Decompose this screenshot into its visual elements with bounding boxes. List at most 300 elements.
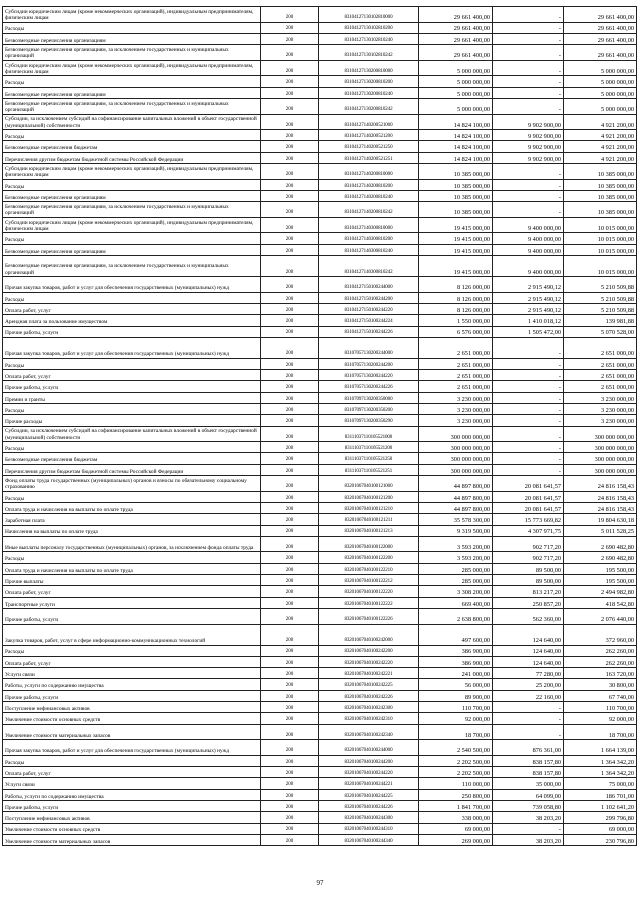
budget-code-cell: 83104127150100244200	[319, 292, 419, 303]
line-code-cell: 200	[261, 22, 319, 33]
approved-amount-cell: 35 578 300,00	[419, 514, 493, 525]
line-code-cell: 200	[261, 491, 319, 502]
executed-amount-cell: 838 157,80	[493, 767, 564, 778]
line-code-cell: 200	[261, 244, 319, 255]
table-row	[3, 597, 637, 608]
budget-code-cell: 83104127150100244224	[319, 315, 419, 326]
row-name-cell: Расходы	[3, 403, 261, 414]
table-row	[3, 315, 637, 326]
row-name-cell: Оплата работ, услуг	[3, 303, 261, 314]
approved-amount-cell: 497 600,00	[419, 624, 493, 645]
line-code-cell: 200	[261, 597, 319, 608]
report-sheet	[2, 6, 636, 846]
line-code-cell: 200	[261, 87, 319, 98]
line-code-cell: 200	[261, 525, 319, 536]
unexecuted-amount-cell: 2 651 000,00	[564, 358, 637, 369]
budget-code-cell: 83201067040100244310	[319, 823, 419, 834]
approved-amount-cell: 338 000,00	[419, 812, 493, 823]
budget-code-cell: 83104127150100244000	[319, 277, 419, 293]
budget-code-cell: 83104127140200810242	[319, 202, 419, 218]
approved-amount-cell: 110 700,00	[419, 702, 493, 713]
approved-amount-cell: 285 000,00	[419, 575, 493, 586]
executed-amount-cell: -	[493, 190, 564, 201]
approved-amount-cell: 110 000,00	[419, 778, 493, 789]
table-row	[3, 256, 637, 277]
table-row	[3, 326, 637, 337]
line-code-cell: 200	[261, 217, 319, 233]
row-name-cell: Прочие работы, услуги	[3, 690, 261, 701]
row-name-cell: Субсидии юридическим лицам (кроме некоммерческих организаций), индивидуальным предпринимателям, физическим лицам	[3, 60, 261, 76]
approved-amount-cell: 386 900,00	[419, 656, 493, 667]
unexecuted-amount-cell: 300 000 000,00	[564, 464, 637, 475]
executed-amount-cell: 9 902 900,00	[493, 114, 564, 130]
table-row	[3, 740, 637, 756]
row-name-cell: Прочие работы, услуги	[3, 800, 261, 811]
approved-amount-cell: 29 661 400,00	[419, 33, 493, 44]
table-row	[3, 834, 637, 845]
budget-code-cell: 83201067040100242221	[319, 668, 419, 679]
row-name-cell: Начисления на выплаты по оплате труда	[3, 525, 261, 536]
line-code-cell: 200	[261, 645, 319, 656]
unexecuted-amount-cell: 3 230 000,00	[564, 415, 637, 426]
budget-code-cell: 83201067040100122220	[319, 586, 419, 597]
table-row	[3, 702, 637, 713]
line-code-cell: 200	[261, 7, 319, 23]
table-row	[3, 370, 637, 381]
unexecuted-amount-cell: 4 921 200,00	[564, 130, 637, 141]
approved-amount-cell: 2 651 000,00	[419, 337, 493, 358]
executed-amount-cell: -	[493, 7, 564, 23]
budget-code-cell: 83201067040100244221	[319, 778, 419, 789]
approved-amount-cell: 300 000 000,00	[419, 464, 493, 475]
row-name-cell: Премии и гранты	[3, 392, 261, 403]
unexecuted-amount-cell: 1 364 342,20	[564, 767, 637, 778]
table-row	[3, 608, 637, 624]
executed-amount-cell: -	[493, 724, 564, 740]
budget-code-cell: 83111037110105521250	[319, 453, 419, 464]
approved-amount-cell: 386 900,00	[419, 645, 493, 656]
approved-amount-cell: 3 593 200,00	[419, 552, 493, 563]
budget-code-cell: 83201067040100242200	[319, 645, 419, 656]
table-row	[3, 415, 637, 426]
unexecuted-amount-cell: 29 661 400,00	[564, 33, 637, 44]
unexecuted-amount-cell: 67 740,00	[564, 690, 637, 701]
executed-amount-cell: 9 400 000,00	[493, 256, 564, 277]
table-row	[3, 87, 637, 98]
budget-code-cell: 83201067040100122222	[319, 597, 419, 608]
executed-amount-cell: -	[493, 823, 564, 834]
budget-code-cell: 83111037110105521200	[319, 442, 419, 453]
budget-code-cell: 83107057130200244226	[319, 381, 419, 392]
table-row	[3, 164, 637, 180]
budget-code-cell: 83201067040100244226	[319, 800, 419, 811]
row-name-cell: Прочие работы, услуги	[3, 608, 261, 624]
budget-code-cell: 83104127140200810240	[319, 190, 419, 201]
budget-code-cell: 83104127130102810000	[319, 7, 419, 23]
unexecuted-amount-cell: 18 700,00	[564, 724, 637, 740]
unexecuted-amount-cell: 300 000 000,00	[564, 442, 637, 453]
unexecuted-amount-cell: 3 230 000,00	[564, 403, 637, 414]
table-row	[3, 426, 637, 442]
approved-amount-cell: 29 661 400,00	[419, 22, 493, 33]
row-name-cell: Перечисления другим бюджетам бюджетной системы Российской Федерации	[3, 152, 261, 163]
unexecuted-amount-cell: 1 364 342,20	[564, 755, 637, 766]
table-row	[3, 552, 637, 563]
line-code-cell: 200	[261, 45, 319, 61]
approved-amount-cell: 18 700,00	[419, 724, 493, 740]
unexecuted-amount-cell: 19 804 630,18	[564, 514, 637, 525]
row-name-cell: Безвозмездные перечисления организациям	[3, 244, 261, 255]
line-code-cell: 200	[261, 563, 319, 574]
approved-amount-cell: 2 202 500,00	[419, 767, 493, 778]
row-name-cell: Работы, услуги по содержанию имущества	[3, 789, 261, 800]
row-name-cell: Прочие работы, услуги	[3, 381, 261, 392]
executed-amount-cell: -	[493, 179, 564, 190]
line-code-cell: 200	[261, 624, 319, 645]
row-name-cell: Безвозмездные перечисления бюджетам	[3, 453, 261, 464]
table-row	[3, 755, 637, 766]
approved-amount-cell: 250 800,00	[419, 789, 493, 800]
approved-amount-cell: 44 897 800,00	[419, 476, 493, 492]
row-name-cell: Поступление нефинансовых активов	[3, 702, 261, 713]
page-number: 97	[316, 879, 324, 887]
executed-amount-cell: -	[493, 403, 564, 414]
line-code-cell: 200	[261, 679, 319, 690]
line-code-cell: 200	[261, 179, 319, 190]
line-code-cell: 200	[261, 702, 319, 713]
approved-amount-cell: 10 385 000,00	[419, 179, 493, 190]
executed-amount-cell: 124 640,00	[493, 656, 564, 667]
row-name-cell: Поступление нефинансовых активов	[3, 812, 261, 823]
unexecuted-amount-cell: 24 816 158,43	[564, 491, 637, 502]
approved-amount-cell: 285 000,00	[419, 563, 493, 574]
budget-code-cell: 83201067040100242225	[319, 679, 419, 690]
unexecuted-amount-cell: 5 070 528,00	[564, 326, 637, 337]
table-row	[3, 76, 637, 87]
executed-amount-cell: 876 361,00	[493, 740, 564, 756]
executed-amount-cell: 2 915 490,12	[493, 303, 564, 314]
unexecuted-amount-cell: 418 542,80	[564, 597, 637, 608]
budget-code-cell: 83201067040100242220	[319, 656, 419, 667]
unexecuted-amount-cell: 230 796,80	[564, 834, 637, 845]
unexecuted-amount-cell: 5 000 000,00	[564, 76, 637, 87]
approved-amount-cell: 56 000,00	[419, 679, 493, 690]
table-row	[3, 98, 637, 114]
table-row	[3, 624, 637, 645]
line-code-cell: 200	[261, 502, 319, 513]
line-code-cell: 200	[261, 586, 319, 597]
unexecuted-amount-cell: 4 921 200,00	[564, 114, 637, 130]
row-name-cell: Заработная плата	[3, 514, 261, 525]
line-code-cell: 200	[261, 426, 319, 442]
row-name-cell: Увеличение стоимости материальных запасов	[3, 834, 261, 845]
row-name-cell: Оплата труда и начисления на выплаты по оплате труда	[3, 563, 261, 574]
row-name-cell: Безвозмездные перечисления организациям, за исключением государственных и муниципальных организаций	[3, 256, 261, 277]
row-name-cell: Арендная плата за пользование имуществом	[3, 315, 261, 326]
line-code-cell: 200	[261, 755, 319, 766]
table-row	[3, 645, 637, 656]
executed-amount-cell: 20 081 641,57	[493, 476, 564, 492]
approved-amount-cell: 5 000 000,00	[419, 76, 493, 87]
unexecuted-amount-cell: 2 651 000,00	[564, 370, 637, 381]
approved-amount-cell: 300 000 000,00	[419, 453, 493, 464]
budget-code-cell: 83201067040100244220	[319, 767, 419, 778]
row-name-cell: Увеличение стоимости основных средств	[3, 823, 261, 834]
row-name-cell: Расходы	[3, 645, 261, 656]
unexecuted-amount-cell: 2 651 000,00	[564, 381, 637, 392]
executed-amount-cell: -	[493, 702, 564, 713]
row-name-cell: Расходы	[3, 292, 261, 303]
table-row	[3, 358, 637, 369]
table-row	[3, 476, 637, 492]
budget-code-cell: 83201067040100244340	[319, 834, 419, 845]
budget-code-cell: 83201067040100122226	[319, 608, 419, 624]
row-name-cell: Безвозмездные перечисления организациям	[3, 190, 261, 201]
table-row	[3, 114, 637, 130]
line-code-cell: 200	[261, 740, 319, 756]
approved-amount-cell: 14 824 100,00	[419, 130, 493, 141]
table-row	[3, 778, 637, 789]
line-code-cell: 200	[261, 303, 319, 314]
executed-amount-cell: -	[493, 453, 564, 464]
approved-amount-cell: 14 824 100,00	[419, 152, 493, 163]
unexecuted-amount-cell: 5 210 509,88	[564, 292, 637, 303]
line-code-cell: 200	[261, 767, 319, 778]
budget-code-cell: 83201067040100122212	[319, 575, 419, 586]
unexecuted-amount-cell: 195 500,00	[564, 575, 637, 586]
budget-code-cell: 83201067040100121211	[319, 514, 419, 525]
approved-amount-cell: 1 550 000,00	[419, 315, 493, 326]
row-name-cell: Фонд оплаты труда государственных (муниципальных) органов и взносы по обязательному социальному страхованию	[3, 476, 261, 492]
approved-amount-cell: 9 319 500,00	[419, 525, 493, 536]
budget-code-cell: 83104127140200521000	[319, 114, 419, 130]
unexecuted-amount-cell: 2 690 482,80	[564, 536, 637, 552]
budget-code-cell: 83104127130200810240	[319, 87, 419, 98]
unexecuted-amount-cell: 24 816 158,43	[564, 476, 637, 492]
row-name-cell: Работы, услуги по содержанию имущества	[3, 679, 261, 690]
table-row	[3, 22, 637, 33]
line-code-cell: 200	[261, 190, 319, 201]
line-code-cell: 200	[261, 76, 319, 87]
executed-amount-cell: -	[493, 415, 564, 426]
line-code-cell: 200	[261, 315, 319, 326]
table-row	[3, 679, 637, 690]
table-row	[3, 812, 637, 823]
table-row	[3, 713, 637, 724]
row-name-cell: Безвозмездные перечисления организациям	[3, 87, 261, 98]
line-code-cell: 200	[261, 337, 319, 358]
line-code-cell: 200	[261, 514, 319, 525]
unexecuted-amount-cell: 5 210 509,88	[564, 277, 637, 293]
line-code-cell: 200	[261, 552, 319, 563]
row-name-cell: Расходы	[3, 552, 261, 563]
approved-amount-cell: 5 000 000,00	[419, 60, 493, 76]
row-name-cell: Увеличение стоимости основных средств	[3, 713, 261, 724]
table-row	[3, 525, 637, 536]
executed-amount-cell: -	[493, 381, 564, 392]
executed-amount-cell: -	[493, 202, 564, 218]
budget-code-cell: 83201067040100242340	[319, 724, 419, 740]
table-row	[3, 45, 637, 61]
executed-amount-cell: 902 717,20	[493, 536, 564, 552]
approved-amount-cell: 2 202 500,00	[419, 755, 493, 766]
unexecuted-amount-cell: 2 494 982,80	[564, 586, 637, 597]
row-name-cell: Субсидии юридическим лицам (кроме некоммерческих организаций), индивидуальным предпринимателям, физическим лицам	[3, 217, 261, 233]
row-name-cell: Транспортные услуги	[3, 597, 261, 608]
line-code-cell: 200	[261, 33, 319, 44]
executed-amount-cell: 813 217,20	[493, 586, 564, 597]
unexecuted-amount-cell: 2 651 000,00	[564, 337, 637, 358]
approved-amount-cell: 6 576 000,00	[419, 326, 493, 337]
line-code-cell: 200	[261, 403, 319, 414]
executed-amount-cell: 20 081 641,57	[493, 502, 564, 513]
line-code-cell: 200	[261, 233, 319, 244]
executed-amount-cell: 25 200,00	[493, 679, 564, 690]
row-name-cell: Прочие расходы	[3, 415, 261, 426]
row-name-cell: Услуги связи	[3, 668, 261, 679]
row-name-cell: Иные выплаты персоналу государственных (муниципальных) органов, за исключением фонда оплаты труда	[3, 536, 261, 552]
line-code-cell: 200	[261, 464, 319, 475]
executed-amount-cell: 9 400 000,00	[493, 244, 564, 255]
table-row	[3, 33, 637, 44]
table-row	[3, 536, 637, 552]
executed-amount-cell: 38 203,20	[493, 834, 564, 845]
budget-code-cell: 83104127130102810200	[319, 22, 419, 33]
executed-amount-cell: 739 058,80	[493, 800, 564, 811]
row-name-cell: Расходы	[3, 233, 261, 244]
approved-amount-cell: 14 824 100,00	[419, 114, 493, 130]
executed-amount-cell: 124 640,00	[493, 624, 564, 645]
unexecuted-amount-cell: 10 385 000,00	[564, 202, 637, 218]
budget-code-cell: 83201067040100244300	[319, 812, 419, 823]
row-name-cell: Оплата работ, услуг	[3, 586, 261, 597]
unexecuted-amount-cell: 186 701,00	[564, 789, 637, 800]
row-name-cell: Оплата работ, услуг	[3, 767, 261, 778]
table-row	[3, 179, 637, 190]
row-name-cell: Оплата работ, услуг	[3, 370, 261, 381]
approved-amount-cell: 300 000 000,00	[419, 426, 493, 442]
approved-amount-cell: 5 000 000,00	[419, 87, 493, 98]
row-name-cell: Расходы	[3, 442, 261, 453]
row-name-cell: Расходы	[3, 179, 261, 190]
budget-code-cell: 83107097130200350000	[319, 392, 419, 403]
row-name-cell: Оплата труда и начисления на выплаты по оплате труда	[3, 502, 261, 513]
unexecuted-amount-cell: 262 260,00	[564, 645, 637, 656]
approved-amount-cell: 44 897 800,00	[419, 502, 493, 513]
unexecuted-amount-cell: 5 011 528,25	[564, 525, 637, 536]
line-code-cell: 200	[261, 98, 319, 114]
budget-code-cell: 83201067040100121000	[319, 476, 419, 492]
row-name-cell: Расходы	[3, 130, 261, 141]
line-code-cell: 200	[261, 834, 319, 845]
table-body	[3, 7, 637, 846]
approved-amount-cell: 669 400,00	[419, 597, 493, 608]
budget-code-cell: 83201067040100122200	[319, 552, 419, 563]
executed-amount-cell: -	[493, 87, 564, 98]
table-row	[3, 130, 637, 141]
budget-code-cell: 83104127130200810242	[319, 98, 419, 114]
approved-amount-cell: 300 000 000,00	[419, 442, 493, 453]
line-code-cell: 200	[261, 141, 319, 152]
row-name-cell: Субсидии юридическим лицам (кроме некоммерческих организаций), индивидуальным предпринимателям, физическим лицам	[3, 164, 261, 180]
line-code-cell: 200	[261, 713, 319, 724]
row-name-cell: Расходы	[3, 755, 261, 766]
row-name-cell: Безвозмездные перечисления организациям, за исключением государственных и муниципальных организаций	[3, 202, 261, 218]
table-row	[3, 514, 637, 525]
table-row	[3, 453, 637, 464]
row-name-cell: Субсидии юридическим лицам (кроме некоммерческих организаций), индивидуальным предпринимателям, физическим лицам	[3, 7, 261, 23]
approved-amount-cell: 19 415 000,00	[419, 233, 493, 244]
budget-code-cell: 83201067040100121210	[319, 502, 419, 513]
executed-amount-cell: 64 099,00	[493, 789, 564, 800]
approved-amount-cell: 10 385 000,00	[419, 164, 493, 180]
table-row	[3, 403, 637, 414]
executed-amount-cell: 9 902 900,00	[493, 152, 564, 163]
unexecuted-amount-cell: 10 385 000,00	[564, 179, 637, 190]
approved-amount-cell: 14 824 100,00	[419, 141, 493, 152]
approved-amount-cell: 8 126 000,00	[419, 277, 493, 293]
executed-amount-cell: -	[493, 76, 564, 87]
executed-amount-cell: 15 773 669,82	[493, 514, 564, 525]
row-name-cell: Прочая закупка товаров, работ и услуг для обеспечения государственных (муниципальных) нужд	[3, 277, 261, 293]
budget-code-cell: 83201067040100242300	[319, 702, 419, 713]
approved-amount-cell: 3 230 000,00	[419, 403, 493, 414]
unexecuted-amount-cell: 4 921 200,00	[564, 152, 637, 163]
budget-code-cell: 83201067040100244200	[319, 755, 419, 766]
line-code-cell: 200	[261, 823, 319, 834]
table-row	[3, 491, 637, 502]
line-code-cell: 200	[261, 608, 319, 624]
table-row	[3, 190, 637, 201]
unexecuted-amount-cell: 69 000,00	[564, 823, 637, 834]
budget-code-cell: 83111037110105521000	[319, 426, 419, 442]
table-row	[3, 690, 637, 701]
table-row	[3, 303, 637, 314]
budget-code-cell: 83107097130200350290	[319, 415, 419, 426]
budget-code-cell: 83107057130200244220	[319, 370, 419, 381]
approved-amount-cell: 2 651 000,00	[419, 370, 493, 381]
line-code-cell: 200	[261, 415, 319, 426]
table-row	[3, 586, 637, 597]
line-code-cell: 200	[261, 724, 319, 740]
table-row	[3, 823, 637, 834]
executed-amount-cell: -	[493, 713, 564, 724]
table-row	[3, 442, 637, 453]
table-row	[3, 668, 637, 679]
budget-code-cell: 83201067040100121213	[319, 525, 419, 536]
unexecuted-amount-cell: 29 661 400,00	[564, 22, 637, 33]
unexecuted-amount-cell: 300 000 000,00	[564, 426, 637, 442]
executed-amount-cell: 9 902 900,00	[493, 141, 564, 152]
executed-amount-cell: -	[493, 426, 564, 442]
approved-amount-cell: 2 638 800,00	[419, 608, 493, 624]
budget-code-cell: 83201067040100242226	[319, 690, 419, 701]
unexecuted-amount-cell: 110 700,00	[564, 702, 637, 713]
unexecuted-amount-cell: 29 661 400,00	[564, 7, 637, 23]
executed-amount-cell: 2 915 490,12	[493, 277, 564, 293]
line-code-cell: 200	[261, 656, 319, 667]
table-row	[3, 502, 637, 513]
budget-code-cell: 83104127140200521251	[319, 152, 419, 163]
budget-code-cell: 83107097130200350200	[319, 403, 419, 414]
row-name-cell: Оплата работ, услуг	[3, 656, 261, 667]
line-code-cell: 200	[261, 442, 319, 453]
table-row	[3, 563, 637, 574]
line-code-cell: 200	[261, 60, 319, 76]
executed-amount-cell: -	[493, 98, 564, 114]
executed-amount-cell: 1 505 472,00	[493, 326, 564, 337]
executed-amount-cell: -	[493, 464, 564, 475]
